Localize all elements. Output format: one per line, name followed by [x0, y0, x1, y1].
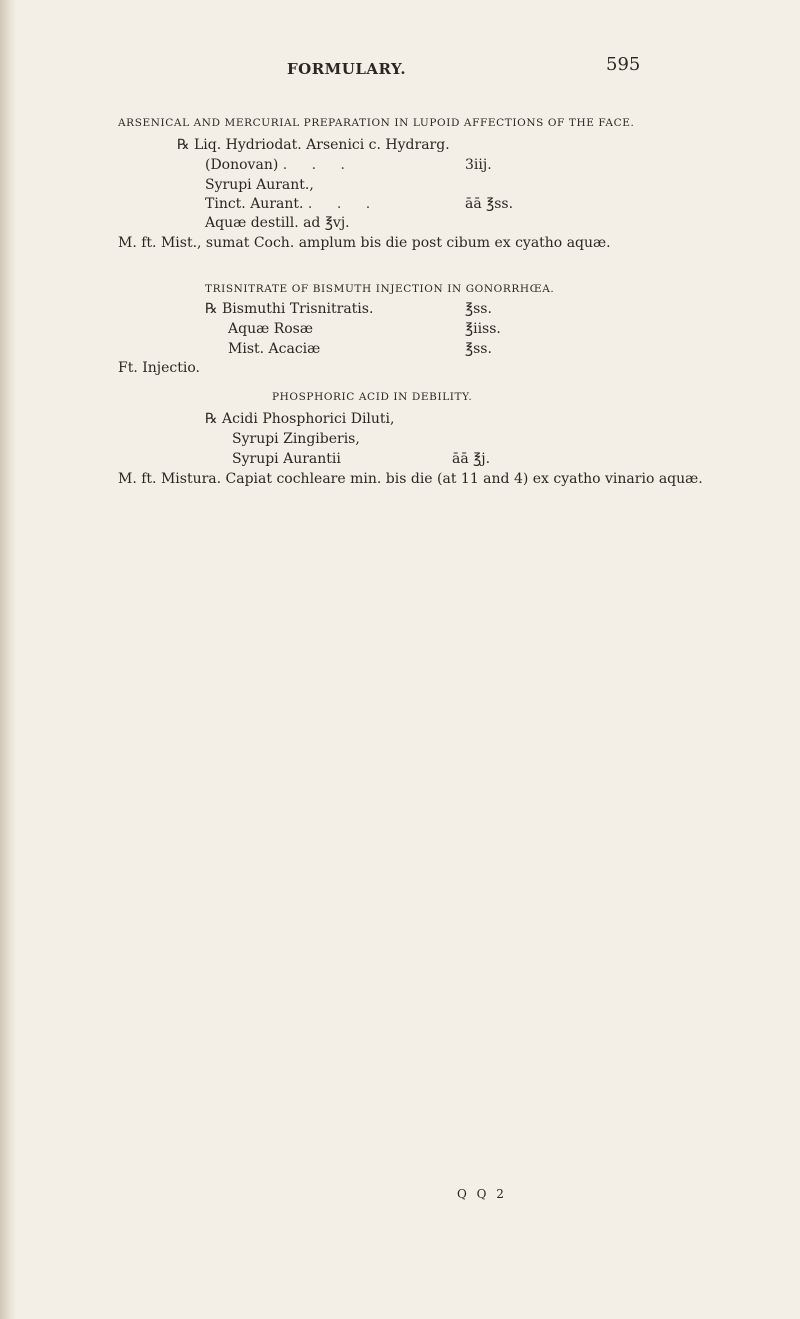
dot-leader: . . . — [307, 196, 381, 212]
dot-leader: . . . — [282, 157, 356, 173]
ingredient-syrupi-aurantii: Syrupi Aurantii — [232, 451, 341, 467]
rx-line-bismuthi: ℞ Bismuthi Trisnitratis. — [205, 301, 374, 317]
directions-injectio: Ft. Injectio. — [118, 360, 200, 376]
section-heading-bismuth: TRISNITRATE OF BISMUTH INJECTION IN GONORRHŒA. — [205, 283, 555, 295]
section-heading-phosphoric: PHOSPHORIC ACID IN DEBILITY. — [272, 391, 473, 403]
quantity-iiss: ℥iiss. — [465, 321, 501, 337]
quantity-aa-ss: āā ℥ss. — [465, 196, 514, 212]
quantity-ss-1: ℥ss. — [465, 301, 492, 317]
ingredient-syrupi-zingiberis: Syrupi Zingiberis, — [232, 431, 360, 447]
ingredient-donovan: (Donovan) . . . — [205, 157, 371, 173]
rx-line-acidi-phosphorici: ℞ Acidi Phosphorici Diluti, — [205, 411, 395, 427]
ingredient-tinct-aurant: Tinct. Aurant. . . . — [205, 196, 396, 212]
ingredient-aquae-rosae: Aquæ Rosæ — [228, 321, 314, 337]
ingredient-aquae-destill: Aquæ destill. ad ℥vj. — [205, 215, 350, 231]
ingredient-syrupi-aurant: Syrupi Aurant., — [205, 177, 314, 193]
directions-mistura: M. ft. Mistura. Capiat cochleare min. bis die (at 11 and 4) ex cyatho vinario aquæ. — [118, 471, 703, 487]
running-title: FORMULARY. — [287, 60, 407, 78]
quantity-aa-j: āā ℥j. — [452, 451, 491, 467]
directions-mist: M. ft. Mist., sumat Coch. amplum bis die post cibum ex cyatho aquæ. — [118, 235, 611, 251]
quantity-ss-2: ℥ss. — [465, 341, 492, 357]
page-spine-shadow — [0, 0, 16, 1319]
page-number: 595 — [606, 54, 641, 75]
rx-line-liq-hydriodat: ℞ Liq. Hydriodat. Arsenici c. Hydrarg. — [177, 137, 450, 153]
signature-mark: Q Q 2 — [457, 1187, 507, 1201]
section-heading-arsenical: ARSENICAL AND MERCURIAL PREPARATION IN LUPOID AFFECTIONS OF THE FACE. — [118, 117, 635, 129]
quantity-3iij: 3iij. — [465, 157, 492, 173]
ingredient-mist-acaciae: Mist. Acaciæ — [228, 341, 321, 357]
